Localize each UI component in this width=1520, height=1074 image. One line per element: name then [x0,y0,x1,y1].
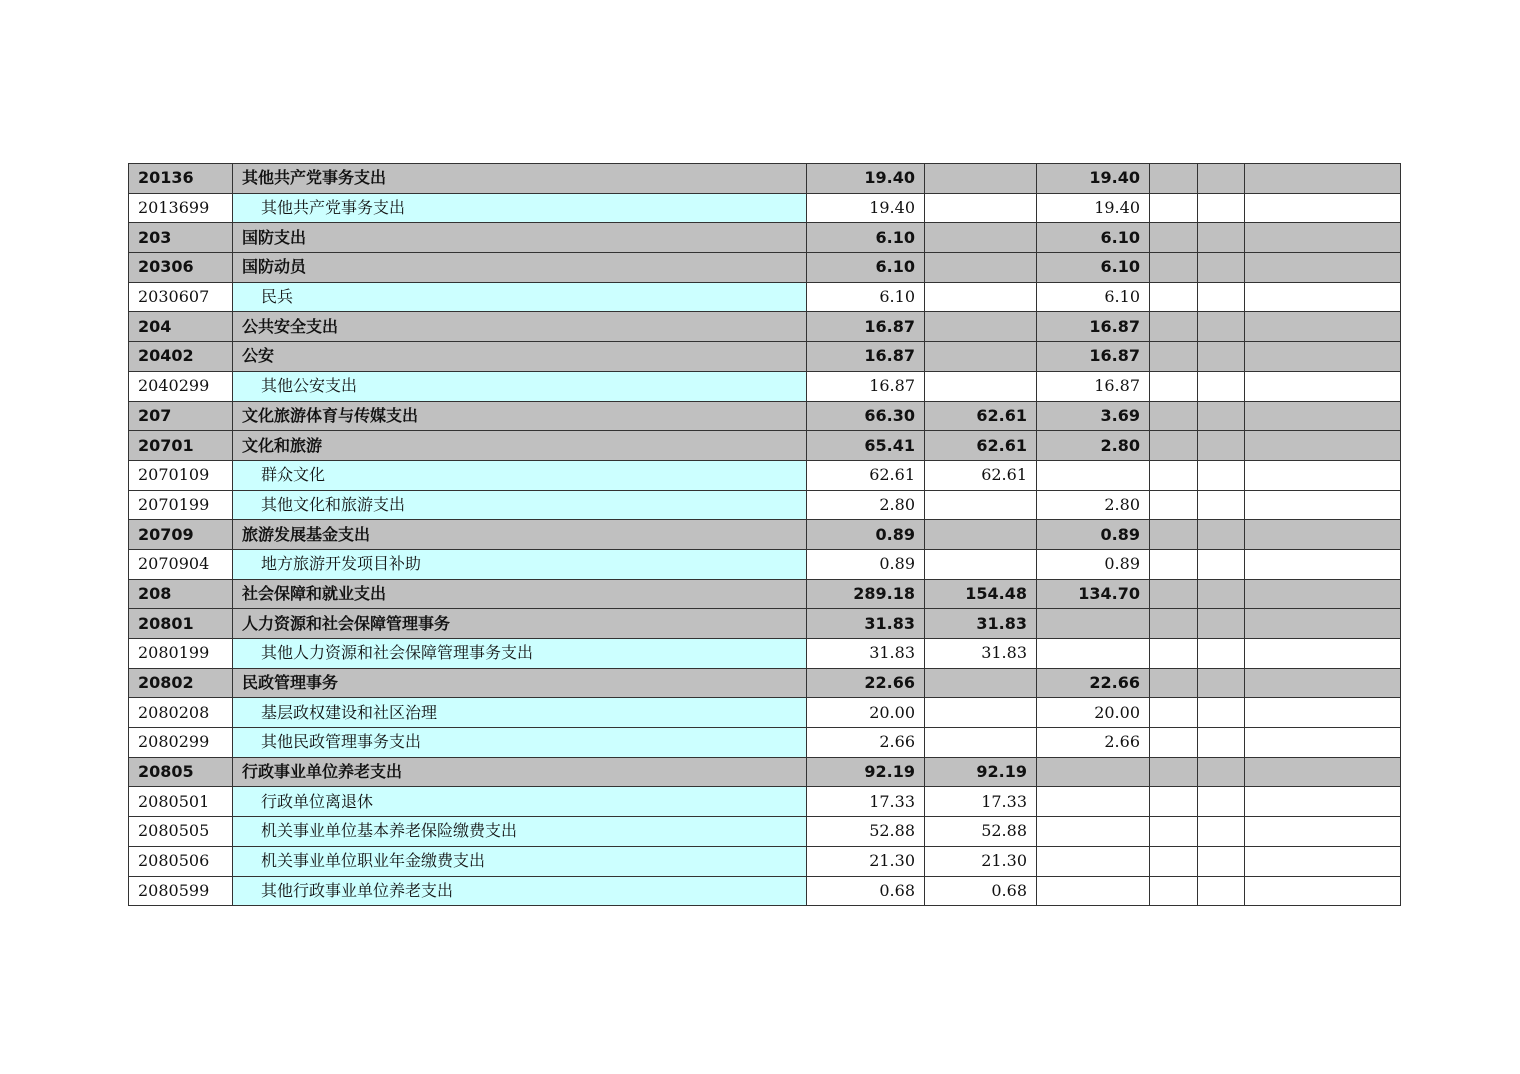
subject-name-cell: 行政事业单位养老支出 [233,757,807,787]
empty-cell [1245,728,1401,758]
empty-cell [1245,282,1401,312]
subject-name-cell: 旅游发展基金支出 [233,520,807,550]
total-amount-cell: 16.87 [807,342,925,372]
subject-code-cell: 2080199 [129,639,233,669]
empty-cell [1245,549,1401,579]
project-expenditure-cell: 16.87 [1037,342,1150,372]
empty-cell [1245,253,1401,283]
empty-cell [1245,431,1401,461]
empty-cell [1198,549,1245,579]
basic-expenditure-cell: 62.61 [925,401,1037,431]
empty-cell [1150,371,1198,401]
empty-cell [1245,460,1401,490]
total-amount-cell: 19.40 [807,164,925,194]
table-row-item [129,787,1401,817]
empty-cell [1245,609,1401,639]
basic-expenditure-cell [925,490,1037,520]
table-row-category [129,431,1401,461]
empty-cell [1198,371,1245,401]
subject-name-cell: 公共安全支出 [233,312,807,342]
empty-cell [1150,312,1198,342]
subject-code-cell: 2080208 [129,698,233,728]
subject-name-cell: 行政单位离退休 [233,787,807,817]
table-row-item [129,639,1401,669]
basic-expenditure-cell [925,342,1037,372]
empty-cell [1245,579,1401,609]
empty-cell [1245,401,1401,431]
subject-code-cell: 2080599 [129,876,233,906]
table-row-item [129,282,1401,312]
subject-code-cell: 203 [129,223,233,253]
subject-name-cell: 基层政权建设和社区治理 [233,698,807,728]
empty-cell [1150,193,1198,223]
table-body [129,164,1401,906]
project-expenditure-cell: 6.10 [1037,253,1150,283]
empty-cell [1198,876,1245,906]
subject-code-cell: 2040299 [129,371,233,401]
project-expenditure-cell: 22.66 [1037,668,1150,698]
basic-expenditure-cell [925,698,1037,728]
empty-cell [1150,431,1198,461]
empty-cell [1150,579,1198,609]
empty-cell [1150,757,1198,787]
basic-expenditure-cell [925,668,1037,698]
empty-cell [1198,609,1245,639]
subject-name-cell: 群众文化 [233,460,807,490]
subject-name-cell: 国防支出 [233,223,807,253]
subject-code-cell: 207 [129,401,233,431]
table-row-item [129,460,1401,490]
subject-code-cell: 20701 [129,431,233,461]
subject-name-cell: 人力资源和社会保障管理事务 [233,609,807,639]
empty-cell [1198,312,1245,342]
empty-cell [1245,639,1401,669]
empty-cell [1150,223,1198,253]
total-amount-cell: 6.10 [807,223,925,253]
empty-cell [1150,846,1198,876]
total-amount-cell: 6.10 [807,282,925,312]
project-expenditure-cell: 2.80 [1037,490,1150,520]
subject-name-cell: 国防动员 [233,253,807,283]
table-row-item [129,876,1401,906]
empty-cell [1245,164,1401,194]
total-amount-cell: 65.41 [807,431,925,461]
empty-cell [1150,282,1198,312]
empty-cell [1150,668,1198,698]
project-expenditure-cell: 134.70 [1037,579,1150,609]
project-expenditure-cell [1037,757,1150,787]
empty-cell [1198,698,1245,728]
empty-cell [1150,401,1198,431]
subject-code-cell: 2013699 [129,193,233,223]
empty-cell [1198,460,1245,490]
basic-expenditure-cell [925,223,1037,253]
table-row-item [129,490,1401,520]
basic-expenditure-cell [925,371,1037,401]
subject-code-cell: 2080506 [129,846,233,876]
total-amount-cell: 0.89 [807,549,925,579]
project-expenditure-cell: 0.89 [1037,549,1150,579]
empty-cell [1198,520,1245,550]
empty-cell [1198,817,1245,847]
project-expenditure-cell [1037,787,1150,817]
table-row-category [129,609,1401,639]
subject-name-cell: 社会保障和就业支出 [233,579,807,609]
subject-code-cell: 2080501 [129,787,233,817]
project-expenditure-cell: 2.80 [1037,431,1150,461]
empty-cell [1150,549,1198,579]
table-row-category [129,520,1401,550]
basic-expenditure-cell: 52.88 [925,817,1037,847]
project-expenditure-cell: 6.10 [1037,223,1150,253]
total-amount-cell: 17.33 [807,787,925,817]
empty-cell [1245,312,1401,342]
subject-code-cell: 2070199 [129,490,233,520]
subject-name-cell: 其他行政事业单位养老支出 [233,876,807,906]
total-amount-cell: 31.83 [807,609,925,639]
empty-cell [1198,164,1245,194]
subject-code-cell: 2070904 [129,549,233,579]
empty-cell [1150,490,1198,520]
empty-cell [1198,342,1245,372]
basic-expenditure-cell [925,728,1037,758]
table-row-category [129,312,1401,342]
project-expenditure-cell: 16.87 [1037,371,1150,401]
subject-name-cell: 其他文化和旅游支出 [233,490,807,520]
subject-name-cell: 地方旅游开发项目补助 [233,549,807,579]
empty-cell [1198,668,1245,698]
table-row-item [129,846,1401,876]
empty-cell [1150,698,1198,728]
subject-code-cell: 204 [129,312,233,342]
empty-cell [1245,223,1401,253]
basic-expenditure-cell [925,549,1037,579]
table-row-category [129,223,1401,253]
basic-expenditure-cell [925,282,1037,312]
empty-cell [1245,698,1401,728]
basic-expenditure-cell: 62.61 [925,431,1037,461]
subject-name-cell: 民兵 [233,282,807,312]
empty-cell [1198,787,1245,817]
total-amount-cell: 21.30 [807,846,925,876]
empty-cell [1150,787,1198,817]
subject-code-cell: 20136 [129,164,233,194]
table-row-category [129,164,1401,194]
empty-cell [1198,846,1245,876]
project-expenditure-cell [1037,846,1150,876]
total-amount-cell: 62.61 [807,460,925,490]
project-expenditure-cell [1037,460,1150,490]
table-row-category [129,401,1401,431]
table-row-item [129,371,1401,401]
empty-cell [1150,639,1198,669]
empty-cell [1198,757,1245,787]
project-expenditure-cell [1037,817,1150,847]
empty-cell [1150,876,1198,906]
project-expenditure-cell [1037,639,1150,669]
subject-name-cell: 公安 [233,342,807,372]
table-row-category [129,579,1401,609]
subject-code-cell: 20805 [129,757,233,787]
empty-cell [1198,223,1245,253]
project-expenditure-cell: 0.89 [1037,520,1150,550]
total-amount-cell: 289.18 [807,579,925,609]
empty-cell [1198,431,1245,461]
empty-cell [1245,846,1401,876]
subject-name-cell: 文化旅游体育与传媒支出 [233,401,807,431]
basic-expenditure-cell [925,312,1037,342]
project-expenditure-cell: 16.87 [1037,312,1150,342]
empty-cell [1245,342,1401,372]
empty-cell [1150,164,1198,194]
subject-name-cell: 其他民政管理事务支出 [233,728,807,758]
empty-cell [1150,342,1198,372]
subject-name-cell: 其他共产党事务支出 [233,164,807,194]
subject-code-cell: 208 [129,579,233,609]
total-amount-cell: 6.10 [807,253,925,283]
table-row-category [129,668,1401,698]
empty-cell [1198,639,1245,669]
table-row-item [129,193,1401,223]
subject-code-cell: 2080505 [129,817,233,847]
subject-code-cell: 20801 [129,609,233,639]
empty-cell [1245,520,1401,550]
basic-expenditure-cell [925,520,1037,550]
subject-code-cell: 20709 [129,520,233,550]
empty-cell [1150,253,1198,283]
basic-expenditure-cell: 17.33 [925,787,1037,817]
subject-name-cell: 文化和旅游 [233,431,807,461]
subject-name-cell: 其他人力资源和社会保障管理事务支出 [233,639,807,669]
subject-code-cell: 2030607 [129,282,233,312]
total-amount-cell: 0.68 [807,876,925,906]
project-expenditure-cell [1037,609,1150,639]
subject-name-cell: 机关事业单位职业年金缴费支出 [233,846,807,876]
table-row-item [129,728,1401,758]
total-amount-cell: 22.66 [807,668,925,698]
empty-cell [1245,490,1401,520]
basic-expenditure-cell: 31.83 [925,639,1037,669]
subject-code-cell: 20306 [129,253,233,283]
subject-name-cell: 其他共产党事务支出 [233,193,807,223]
empty-cell [1150,817,1198,847]
basic-expenditure-cell [925,193,1037,223]
empty-cell [1150,460,1198,490]
subject-code-cell: 20802 [129,668,233,698]
empty-cell [1245,757,1401,787]
total-amount-cell: 2.66 [807,728,925,758]
empty-cell [1198,579,1245,609]
empty-cell [1150,728,1198,758]
subject-code-cell: 2080299 [129,728,233,758]
table-row-category [129,253,1401,283]
table-row-item [129,817,1401,847]
total-amount-cell: 2.80 [807,490,925,520]
subject-code-cell: 2070109 [129,460,233,490]
empty-cell [1150,520,1198,550]
basic-expenditure-cell [925,164,1037,194]
total-amount-cell: 16.87 [807,312,925,342]
empty-cell [1198,253,1245,283]
project-expenditure-cell: 20.00 [1037,698,1150,728]
empty-cell [1198,490,1245,520]
project-expenditure-cell: 2.66 [1037,728,1150,758]
basic-expenditure-cell [925,253,1037,283]
total-amount-cell: 92.19 [807,757,925,787]
subject-code-cell: 20402 [129,342,233,372]
empty-cell [1198,282,1245,312]
total-amount-cell: 16.87 [807,371,925,401]
subject-name-cell: 机关事业单位基本养老保险缴费支出 [233,817,807,847]
subject-name-cell: 其他公安支出 [233,371,807,401]
basic-expenditure-cell: 62.61 [925,460,1037,490]
basic-expenditure-cell: 0.68 [925,876,1037,906]
empty-cell [1245,371,1401,401]
table-row-category [129,757,1401,787]
empty-cell [1245,787,1401,817]
project-expenditure-cell: 19.40 [1037,164,1150,194]
table-row-item [129,549,1401,579]
table-row-item [129,698,1401,728]
table-row-category [129,342,1401,372]
project-expenditure-cell [1037,876,1150,906]
basic-expenditure-cell: 21.30 [925,846,1037,876]
empty-cell [1245,193,1401,223]
basic-expenditure-cell: 154.48 [925,579,1037,609]
total-amount-cell: 20.00 [807,698,925,728]
empty-cell [1245,668,1401,698]
subject-name-cell: 民政管理事务 [233,668,807,698]
total-amount-cell: 52.88 [807,817,925,847]
project-expenditure-cell: 3.69 [1037,401,1150,431]
empty-cell [1245,817,1401,847]
empty-cell [1198,728,1245,758]
basic-expenditure-cell: 92.19 [925,757,1037,787]
basic-expenditure-cell: 31.83 [925,609,1037,639]
budget-expenditure-table [128,163,1401,906]
empty-cell [1245,876,1401,906]
empty-cell [1198,401,1245,431]
total-amount-cell: 19.40 [807,193,925,223]
project-expenditure-cell: 6.10 [1037,282,1150,312]
empty-cell [1198,193,1245,223]
total-amount-cell: 31.83 [807,639,925,669]
project-expenditure-cell: 19.40 [1037,193,1150,223]
total-amount-cell: 0.89 [807,520,925,550]
total-amount-cell: 66.30 [807,401,925,431]
empty-cell [1150,609,1198,639]
